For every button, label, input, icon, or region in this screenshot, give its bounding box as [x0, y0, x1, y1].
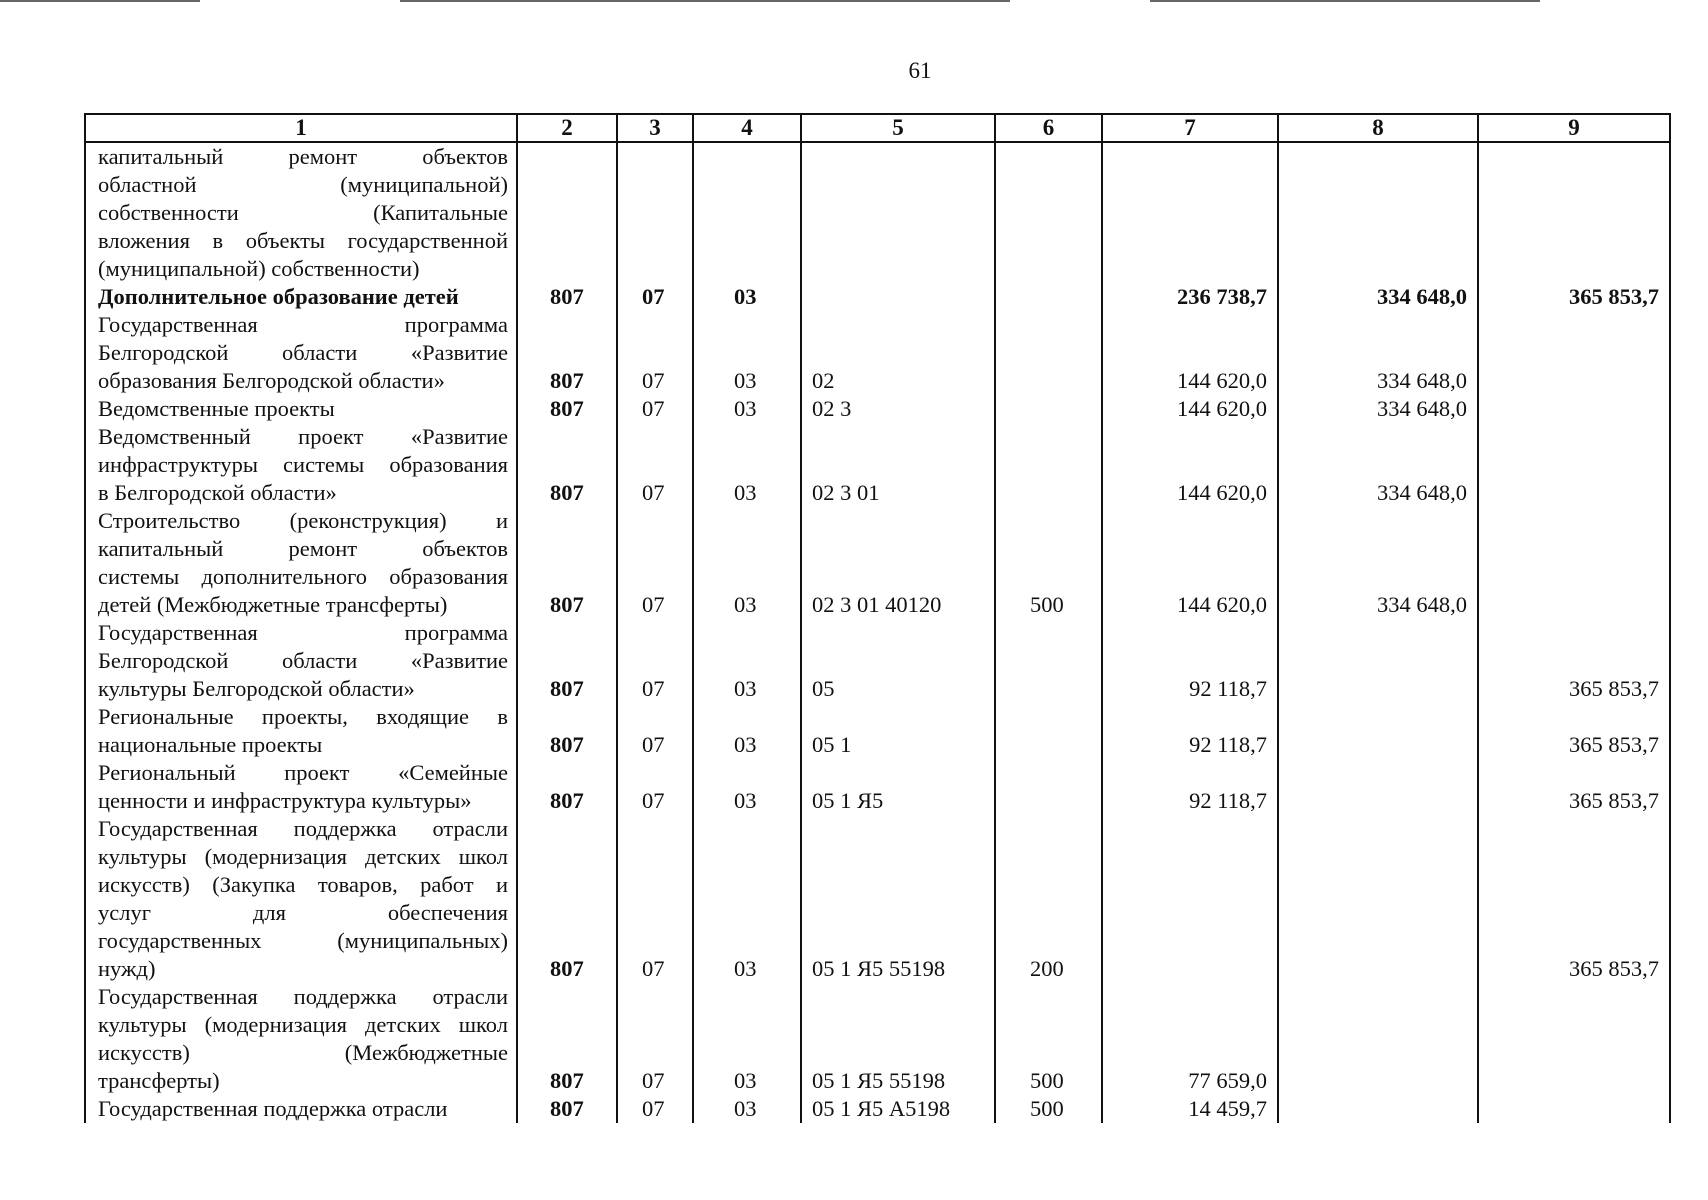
row-description: [85, 142, 517, 283]
amount-col-9: [1478, 1095, 1670, 1123]
description-line: ценности и инфраструктура культуры»: [98, 788, 472, 813]
expense-type-code: [995, 619, 1102, 703]
target-article-code: [801, 142, 995, 283]
target-article-code: 02 3: [801, 395, 995, 423]
description-line: Региональный проект «Семейные: [98, 760, 508, 785]
chapter-code: 807: [517, 983, 617, 1095]
target-article-code: 02: [801, 311, 995, 395]
description-line: Государственная программа: [98, 312, 508, 337]
description-line: искусств) (Закупка товаров, работ и: [98, 872, 508, 897]
expense-type-code: 500: [995, 507, 1102, 619]
scan-edge-line-2: [400, 0, 1010, 2]
chapter-code: 807: [517, 703, 617, 759]
description-line: системы дополнительного образования: [98, 564, 508, 589]
subsection-code: [693, 142, 801, 283]
budget-table: [84, 113, 1671, 1123]
amount-col-7: 77 659,0: [1102, 983, 1278, 1095]
description-line: Ведомственный проект «Развитие: [98, 424, 508, 449]
description-line: Белгородской области «Развитие: [98, 340, 508, 365]
subsection-code: 03: [693, 395, 801, 423]
table-row: [85, 759, 1670, 815]
col-header-5: 5: [801, 114, 995, 142]
table-body: [85, 142, 1670, 1123]
expense-type-code: [995, 423, 1102, 507]
row-description: [85, 395, 517, 423]
amount-col-9: 365 853,7: [1478, 283, 1670, 311]
table-header-row: [85, 114, 1670, 142]
table-row: [85, 142, 1670, 283]
chapter-code: 807: [517, 759, 617, 815]
subsection-code: 03: [693, 1095, 801, 1123]
expense-type-code: [995, 703, 1102, 759]
amount-col-9: [1478, 983, 1670, 1095]
description-line: Государственная поддержка отрасли: [98, 1096, 448, 1121]
target-article-code: 05 1: [801, 703, 995, 759]
amount-col-8: [1278, 983, 1478, 1095]
subsection-code: 03: [693, 759, 801, 815]
target-article-code: 02 3 01 40120: [801, 507, 995, 619]
chapter-code: 807: [517, 395, 617, 423]
row-description: [85, 311, 517, 395]
amount-col-9: [1478, 311, 1670, 395]
amount-col-9: [1478, 423, 1670, 507]
table-row: [85, 311, 1670, 395]
expense-type-code: [995, 311, 1102, 395]
amount-col-7: 144 620,0: [1102, 395, 1278, 423]
section-code: 07: [617, 1095, 693, 1123]
amount-col-7: 144 620,0: [1102, 423, 1278, 507]
target-article-code: 05 1 Я5 А5198: [801, 1095, 995, 1123]
section-code: 07: [617, 983, 693, 1095]
amount-col-9: [1478, 507, 1670, 619]
expense-type-code: [995, 395, 1102, 423]
section-code: 07: [617, 759, 693, 815]
chapter-code: 807: [517, 619, 617, 703]
description-line: капитальный ремонт объектов: [98, 536, 508, 561]
description-line: образования Белгородской области»: [98, 368, 445, 393]
target-article-code: 05: [801, 619, 995, 703]
amount-col-8: 334 648,0: [1278, 311, 1478, 395]
description-line: капитальный ремонт объектов: [98, 144, 508, 169]
description-line: Региональные проекты, входящие в: [98, 704, 508, 729]
subsection-code: 03: [693, 815, 801, 983]
table-row: [85, 283, 1670, 311]
description-line: Белгородской области «Развитие: [98, 648, 508, 673]
expense-type-code: 200: [995, 815, 1102, 983]
description-line: Государственная поддержка отрасли: [98, 816, 508, 841]
expense-type-code: 500: [995, 983, 1102, 1095]
amount-col-9: 365 853,7: [1478, 703, 1670, 759]
col-header-1: 1: [85, 114, 517, 142]
section-code: 07: [617, 815, 693, 983]
col-header-6: 6: [995, 114, 1102, 142]
section-code: 07: [617, 311, 693, 395]
description-line: нужд): [98, 956, 156, 981]
expense-type-code: 500: [995, 1095, 1102, 1123]
col-header-9: 9: [1478, 114, 1670, 142]
description-line: культуры (модернизация детских школ: [98, 844, 508, 869]
description-line: Строительство (реконструкция) и: [98, 508, 508, 533]
description-line: трансферты): [98, 1068, 220, 1093]
description-line: национальные проекты: [98, 732, 323, 757]
section-code: 07: [617, 619, 693, 703]
target-article-code: [801, 283, 995, 311]
subsection-code: 03: [693, 983, 801, 1095]
chapter-code: [517, 142, 617, 283]
amount-col-8: 334 648,0: [1278, 395, 1478, 423]
expense-type-code: [995, 283, 1102, 311]
amount-col-7: 144 620,0: [1102, 311, 1278, 395]
description-line: культуры Белгородской области»: [98, 676, 415, 701]
description-line: инфраструктуры системы образования: [98, 452, 508, 477]
description-line: Государственная поддержка отрасли: [98, 984, 508, 1009]
subsection-code: 03: [693, 423, 801, 507]
scan-edge-line-3: [1150, 0, 1540, 2]
amount-col-8: [1278, 759, 1478, 815]
table-row: [85, 1095, 1670, 1123]
amount-col-9: [1478, 142, 1670, 283]
amount-col-8: [1278, 703, 1478, 759]
expense-type-code: [995, 759, 1102, 815]
amount-col-8: 334 648,0: [1278, 507, 1478, 619]
row-description: [85, 423, 517, 507]
expense-type-code: [995, 142, 1102, 283]
col-header-3: 3: [617, 114, 693, 142]
table-row: [85, 815, 1670, 983]
chapter-code: 807: [517, 815, 617, 983]
row-description: [85, 283, 517, 311]
description-line: детей (Межбюджетные трансферты): [98, 592, 448, 617]
subsection-code: 03: [693, 703, 801, 759]
amount-col-7: [1102, 142, 1278, 283]
description-line: (муниципальной) собственности): [98, 256, 420, 281]
amount-col-8: 334 648,0: [1278, 423, 1478, 507]
section-code: 07: [617, 703, 693, 759]
amount-col-9: 365 853,7: [1478, 759, 1670, 815]
amount-col-9: [1478, 395, 1670, 423]
subsection-code: 03: [693, 311, 801, 395]
amount-col-8: [1278, 142, 1478, 283]
amount-col-7: 92 118,7: [1102, 759, 1278, 815]
target-article-code: 05 1 Я5 55198: [801, 815, 995, 983]
col-header-4: 4: [693, 114, 801, 142]
chapter-code: 807: [517, 507, 617, 619]
table-row: [85, 395, 1670, 423]
description-line: искусств) (Межбюджетные: [98, 1040, 508, 1065]
amount-col-7: 14 459,7: [1102, 1095, 1278, 1123]
scan-edge-line-1: [0, 0, 200, 2]
amount-col-8: [1278, 815, 1478, 983]
description-line: Ведомственные проекты: [98, 396, 335, 421]
col-header-2: 2: [517, 114, 617, 142]
description-line: культуры (модернизация детских школ: [98, 1012, 508, 1037]
description-line: вложения в объекты государственной: [98, 228, 508, 253]
chapter-code: 807: [517, 1095, 617, 1123]
amount-col-7: 144 620,0: [1102, 507, 1278, 619]
section-code: [617, 142, 693, 283]
description-line: государственных (муниципальных): [98, 928, 508, 953]
description-line: областной (муниципальной): [98, 172, 508, 197]
amount-col-9: 365 853,7: [1478, 619, 1670, 703]
description-line: услуг для обеспечения: [98, 900, 508, 925]
target-article-code: 02 3 01: [801, 423, 995, 507]
section-code: 07: [617, 507, 693, 619]
description-line: Дополнительное образование детей: [98, 284, 459, 309]
description-line: в Белгородской области»: [98, 480, 337, 505]
target-article-code: 05 1 Я5: [801, 759, 995, 815]
table-row: [85, 983, 1670, 1095]
subsection-code: 03: [693, 283, 801, 311]
row-description: [85, 983, 517, 1095]
table-row: [85, 423, 1670, 507]
target-article-code: 05 1 Я5 55198: [801, 983, 995, 1095]
table-row: [85, 703, 1670, 759]
description-line: Государственная программа: [98, 620, 508, 645]
chapter-code: 807: [517, 311, 617, 395]
row-description: [85, 815, 517, 983]
section-code: 07: [617, 395, 693, 423]
col-header-7: 7: [1102, 114, 1278, 142]
amount-col-7: 92 118,7: [1102, 619, 1278, 703]
page-number: 61: [908, 58, 932, 83]
chapter-code: 807: [517, 423, 617, 507]
row-description: [85, 619, 517, 703]
subsection-code: 03: [693, 507, 801, 619]
description-line: собственности (Капитальные: [98, 200, 508, 225]
row-description: [85, 507, 517, 619]
table-row: [85, 619, 1670, 703]
row-description: [85, 1095, 517, 1123]
table-row: [85, 507, 1670, 619]
section-code: 07: [617, 423, 693, 507]
row-description: [85, 703, 517, 759]
amount-col-7: 92 118,7: [1102, 703, 1278, 759]
amount-col-7: [1102, 815, 1278, 983]
subsection-code: 03: [693, 619, 801, 703]
row-description: [85, 759, 517, 815]
amount-col-8: [1278, 619, 1478, 703]
amount-col-8: [1278, 1095, 1478, 1123]
amount-col-8: 334 648,0: [1278, 283, 1478, 311]
col-header-8: 8: [1278, 114, 1478, 142]
chapter-code: 807: [517, 283, 617, 311]
amount-col-7: 236 738,7: [1102, 283, 1278, 311]
section-code: 07: [617, 283, 693, 311]
amount-col-9: 365 853,7: [1478, 815, 1670, 983]
